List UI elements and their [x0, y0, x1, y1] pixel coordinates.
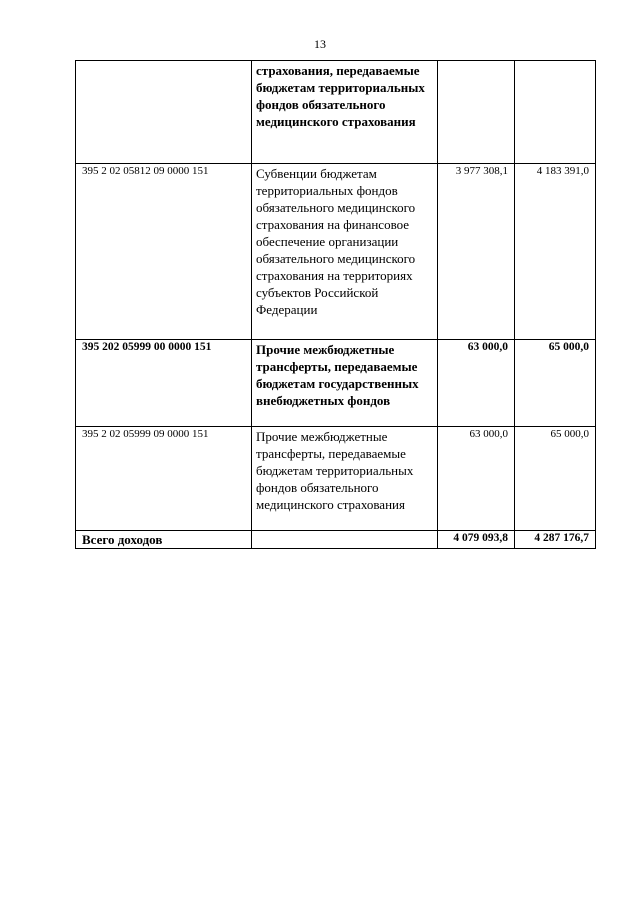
- revenue-name-cell: Прочие межбюджетные трансферты, передаваемые бюджетам территориальных фондов обязательного медицинского страхования: [252, 427, 438, 531]
- table-row: [76, 164, 596, 340]
- total-label: Всего доходов: [76, 531, 252, 549]
- revenue-name-cell: Субвенции бюджетам территориальных фондов обязательного медицинского страхования на финансовое обеспечение организации обязательного медицинского страхования на территориях субъектов Российской Федерации: [252, 164, 438, 340]
- revenue-name-cell: Прочие межбюджетные трансферты, передаваемые бюджетам государственных внебюджетных фондов: [252, 340, 438, 427]
- total-row: [76, 531, 596, 549]
- total-value-year1: 4 079 093,8: [438, 531, 515, 549]
- budget-code-cell: 395 2 02 05999 09 0000 151: [76, 427, 252, 531]
- value-cell-year1: 63 000,0: [438, 340, 515, 427]
- value-cell-year1: 3 977 308,1: [438, 164, 515, 340]
- table-row: [76, 340, 596, 427]
- revenue-name-cell: страхования, передаваемые бюджетам территориальных фондов обязательного медицинского страхования: [252, 61, 438, 164]
- value-cell-year2: 65 000,0: [515, 427, 596, 531]
- page-number: 13: [314, 37, 326, 51]
- budget-code-cell: 395 202 05999 00 0000 151: [76, 340, 252, 427]
- total-value-year2: 4 287 176,7: [515, 531, 596, 549]
- value-cell-year1: [438, 61, 515, 164]
- table-row: [76, 427, 596, 531]
- value-cell-year1: 63 000,0: [438, 427, 515, 531]
- budget-code-cell: 395 2 02 05812 09 0000 151: [76, 164, 252, 340]
- total-name-cell: [252, 531, 438, 549]
- value-cell-year2: 4 183 391,0: [515, 164, 596, 340]
- value-cell-year2: [515, 61, 596, 164]
- budget-code-cell: [76, 61, 252, 164]
- revenue-table: [75, 60, 596, 549]
- table-row: [76, 61, 596, 164]
- value-cell-year2: 65 000,0: [515, 340, 596, 427]
